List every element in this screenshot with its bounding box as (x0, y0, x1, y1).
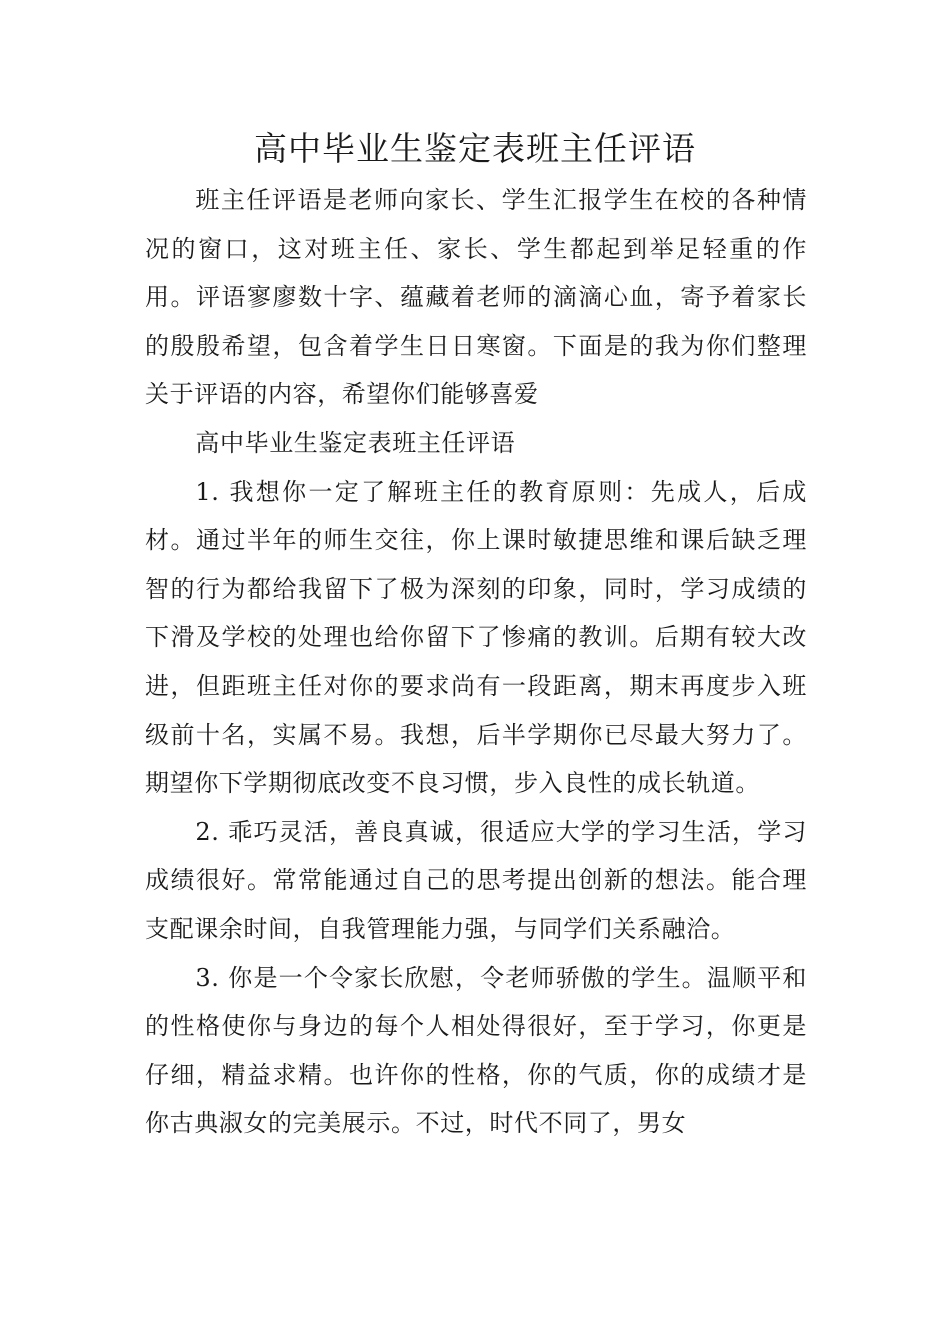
comment-paragraph-1: 1. 我想你一定了解班主任的教育原则：先成人，后成材。通过半年的师生交往，你上课时敏捷思维和课后缺乏理智的行为都给我留下了极为深刻的印象，同时，学习成绩的下滑及学校的处理也给你留下了惨痛的教训。后期有较大改进，但距班主任对你的要求尚有一段距离，期末再度步入班级前十名，实属不易。我想，后半学期你已尽最大努力了。期望你下学期彻底改变不良习惯，步入良性的成长轨道。 (145, 477, 807, 798)
comment-paragraph-2: 2. 乖巧灵活，善良真诚，很适应大学的学习生活，学习成绩很好。常常能通过自己的思考提出创新的想法。能合理支配课余时间，自我管理能力强，与同学们关系融洽。 (145, 817, 807, 943)
document-body (145, 176, 807, 1148)
section-heading: 高中毕业生鉴定表班主任评语 (195, 428, 516, 457)
intro-paragraph: 班主任评语是老师向家长、学生汇报学生在校的各种情况的窗口，这对班主任、家长、学生都起到举足轻重的作用。评语寥廖数十字、蕴藏着老师的滴滴心血，寄予着家长的殷殷希望，包含着学生日日寒窗。下面是的我为你们整理关于评语的内容，希望你们能够喜爱 (145, 186, 807, 409)
comment-paragraph-3: 3. 你是一个令家长欣慰，令老师骄傲的学生。温顺平和的性格使你与身边的每个人相处得很好，至于学习，你更是仔细，精益求精。也许你的性格，你的气质，你的成绩才是你古典淑女的完美展示。不过，时代不同了，男女 (145, 963, 807, 1138)
document-title: 高中毕业生鉴定表班主任评语 (254, 129, 696, 168)
